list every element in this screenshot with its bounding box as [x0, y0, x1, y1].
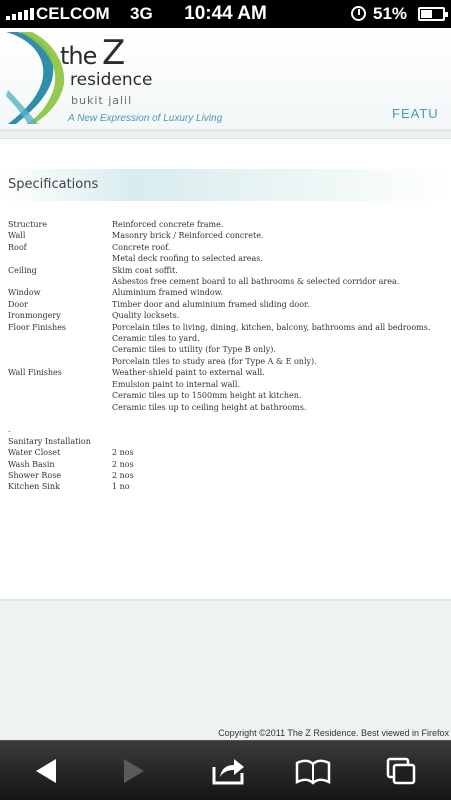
spec-row — [8, 459, 448, 470]
spec-label: Wall Finishes — [8, 368, 62, 378]
battery-percentage: 51% — [373, 4, 408, 23]
back-arrow-icon — [26, 755, 66, 787]
copyright-text: Copyright ©2011 The Z Residence. Best viewed in Firefox — [218, 728, 449, 738]
spec-label: Structure — [8, 220, 48, 229]
spec-row — [8, 299, 448, 310]
brand-residence: residence — [70, 70, 153, 90]
bookmarks-book-icon — [293, 755, 333, 787]
spec-label: Water Closet — [8, 448, 61, 458]
tabs-button[interactable] — [381, 755, 421, 787]
spec-label: Wash Basin — [8, 459, 55, 469]
spec-row — [8, 219, 448, 230]
spec-label: Roof — [8, 242, 27, 252]
spec-label: Ceiling — [8, 265, 37, 275]
alarm-clock-icon — [351, 6, 366, 21]
spec-values — [112, 299, 448, 310]
spec-row — [8, 322, 448, 368]
spec-label: Floor Finishes — [8, 322, 67, 332]
carrier-name: CELCOM — [36, 4, 110, 23]
status-bar — [0, 0, 451, 28]
page-title: Specifications — [8, 177, 99, 192]
bookmarks-button[interactable] — [293, 755, 333, 787]
spec-value: Ceramic tiles to utility (for Type B only). — [112, 345, 276, 355]
spec-values — [112, 470, 448, 481]
spec-values — [112, 447, 448, 458]
spec-label: Wall — [8, 231, 26, 241]
spec-values — [112, 310, 448, 321]
spec-values — [112, 230, 448, 241]
brand-z: Z — [102, 33, 126, 73]
site-header — [0, 28, 451, 132]
spec-values — [112, 322, 448, 368]
spec-label: Ironmongery — [8, 311, 61, 321]
brand-tagline: A New Expression of Luxury Living — [68, 113, 223, 124]
spec-label: Door — [8, 299, 28, 309]
spec-values — [112, 265, 448, 288]
battery-icon — [418, 7, 445, 21]
z-residence-logo-icon[interactable] — [4, 30, 66, 126]
spec-value: Quality locksets. — [112, 311, 180, 321]
web-page — [0, 28, 451, 740]
spec-row — [8, 436, 448, 447]
spec-row — [8, 367, 448, 413]
spec-values — [112, 242, 448, 265]
spec-label: . — [8, 425, 11, 435]
spec-row — [8, 481, 448, 492]
spec-row — [8, 413, 448, 424]
tabs-pages-icon — [381, 755, 421, 787]
forward-arrow-icon — [114, 755, 154, 787]
spec-value: Skim coat soffit. — [112, 265, 178, 275]
spec-values — [112, 413, 448, 424]
spec-values — [112, 287, 448, 298]
spec-label: Kitchen Sink — [8, 482, 60, 492]
spec-row — [8, 447, 448, 458]
spec-value: Porcelain tiles to study area (for Type A & E only). — [112, 356, 317, 366]
nav-link-features[interactable]: FEATU — [392, 106, 439, 121]
clock-time: 10:44 AM — [184, 3, 267, 24]
spec-value: Masonry brick / Reinforced concrete. — [112, 231, 264, 241]
spec-value: Ceramic tiles up to ceiling height at bathrooms. — [112, 402, 307, 412]
spec-row — [8, 242, 448, 265]
spec-value — [112, 424, 448, 435]
spec-row — [8, 424, 448, 435]
spec-values — [112, 481, 448, 492]
spec-value: Weather-shield paint to external wall. — [112, 368, 265, 378]
spec-value: Concrete roof. — [112, 242, 171, 252]
battery-fill — [421, 10, 432, 18]
specifications-table — [8, 219, 448, 493]
spec-values — [112, 459, 448, 470]
share-icon — [208, 755, 248, 787]
forward-button[interactable] — [114, 755, 154, 787]
spec-values — [112, 424, 448, 435]
spec-value — [112, 436, 448, 447]
network-type: 3G — [130, 4, 153, 23]
spec-value: 2 nos — [112, 448, 134, 458]
spec-row — [8, 470, 448, 481]
spec-value: Ceramic tiles up to 1500mm height at kitchen. — [112, 391, 302, 401]
spec-value: Aluminium framed window. — [112, 288, 224, 298]
spec-row — [8, 287, 448, 298]
spec-label: Sanitary Installation — [8, 436, 91, 446]
spec-value: Emulsion paint to internal wall. — [112, 379, 241, 389]
spec-values — [112, 436, 448, 447]
spec-value: Porcelain tiles to living, dining, kitchen, balcony, bathrooms and all bedrooms. — [112, 322, 431, 332]
spec-label: Window — [8, 288, 41, 298]
spec-value: 2 nos — [112, 470, 134, 480]
spec-value: 2 nos — [112, 459, 134, 469]
back-button[interactable] — [26, 755, 66, 787]
spec-value: Timber door and aluminium framed sliding door. — [112, 299, 310, 309]
share-button[interactable] — [208, 755, 248, 787]
spec-row — [8, 230, 448, 241]
spec-value: Reinforced concrete frame. — [112, 220, 224, 229]
spec-values — [112, 367, 448, 413]
specifications-panel — [0, 138, 451, 601]
spec-value: 1 no — [112, 482, 130, 492]
spec-values — [112, 219, 448, 230]
brand-location: bukit jalil — [71, 94, 133, 107]
spec-row — [8, 310, 448, 321]
spec-value — [112, 413, 448, 424]
spec-value: Ceramic tiles to yard. — [112, 334, 200, 344]
spec-label — [8, 413, 112, 424]
specifications-heading-bar — [0, 169, 451, 201]
spec-value: Metal deck roofing to selected areas. — [112, 254, 263, 264]
spec-row — [8, 265, 448, 288]
brand-the: the — [60, 42, 97, 70]
spec-label: Shower Rose — [8, 470, 62, 480]
spec-value: Asbestos free cement board to all bathrooms & selected corridor area. — [112, 277, 400, 287]
browser-toolbar — [0, 740, 451, 800]
